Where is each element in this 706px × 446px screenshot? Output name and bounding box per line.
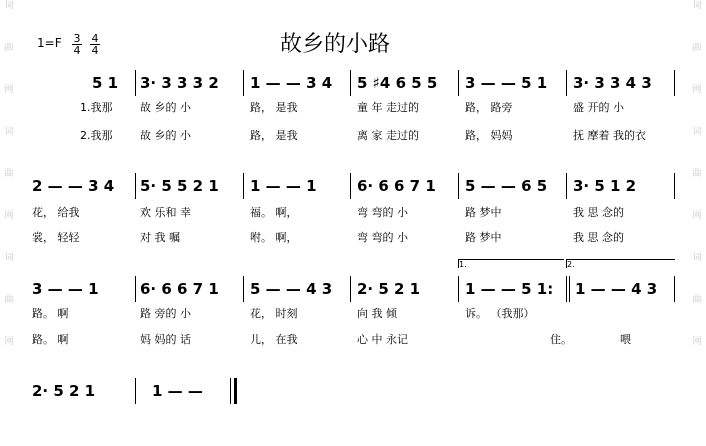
measure: 1 — — 1 — [250, 177, 317, 195]
bar-line — [674, 276, 675, 302]
measure: 2· 5 2 1 — [32, 382, 96, 400]
measure: 5 — — 4 3 — [250, 280, 333, 298]
measure: 2· 5 2 1 — [357, 280, 421, 298]
bar-line — [135, 70, 136, 96]
measure: 5 — — 6 5 — [465, 177, 548, 195]
measure: 2 — — 3 4 — [32, 177, 115, 195]
bar-line — [243, 173, 244, 199]
bar-line — [135, 276, 136, 302]
bar-line — [458, 70, 459, 96]
measure: 3· 3 3 3 2 — [140, 74, 219, 92]
bar-line — [566, 276, 567, 302]
bar-line — [674, 173, 675, 199]
notation-row-4 — [0, 380, 706, 402]
bar-line — [458, 173, 459, 199]
measure: 5· 5 5 2 1 — [140, 177, 219, 195]
watermark-right: 词 曲 网 词 曲 网 词 曲 网 — [692, 1, 702, 347]
volta-1: 1. — [458, 259, 564, 268]
bar-line — [243, 70, 244, 96]
volta-2: 2. — [566, 259, 675, 268]
bar-line — [135, 173, 136, 199]
measure: 6· 6 6 7 1 — [357, 177, 436, 195]
bar-line — [350, 70, 351, 96]
final-bar-line — [234, 378, 237, 404]
key-signature: 1=F — [37, 36, 62, 50]
bar-line — [566, 173, 567, 199]
bar-line — [350, 276, 351, 302]
measure: 3 — — 1 — [32, 280, 99, 298]
measure: 1 — — 4 3 — [575, 280, 658, 298]
notation-row-3 — [0, 278, 706, 300]
measure: 6· 6 6 7 1 — [140, 280, 219, 298]
song-title: 故乡的小路 — [280, 32, 391, 57]
notation-row-2 — [0, 175, 706, 197]
bar-line — [350, 173, 351, 199]
bar-line — [566, 70, 567, 96]
notation-row-1 — [0, 72, 706, 94]
time-signature-2: 4 4 — [91, 32, 99, 57]
measure: 1 — — 3 4 — [250, 74, 333, 92]
measure: 1 — — 5 1: — [465, 280, 554, 298]
watermark-left: 词 曲 网 词 曲 网 词 曲 网 — [4, 1, 14, 347]
bar-line — [674, 70, 675, 96]
measure: 3· 3 3 4 3 — [573, 74, 652, 92]
measure: 1 — — — [152, 382, 203, 400]
bar-line — [569, 276, 570, 302]
time-signature-1: 3 4 — [73, 32, 81, 57]
bar-line — [230, 378, 231, 404]
measure: 5 ♯4 6 5 5 — [357, 74, 438, 92]
measure: 3· 5 1 2 — [573, 177, 637, 195]
bar-line — [243, 276, 244, 302]
measure: 5 1 — [92, 74, 119, 92]
bar-line — [135, 378, 136, 404]
bar-line — [458, 276, 459, 302]
measure: 3 — — 5 1 — [465, 74, 548, 92]
